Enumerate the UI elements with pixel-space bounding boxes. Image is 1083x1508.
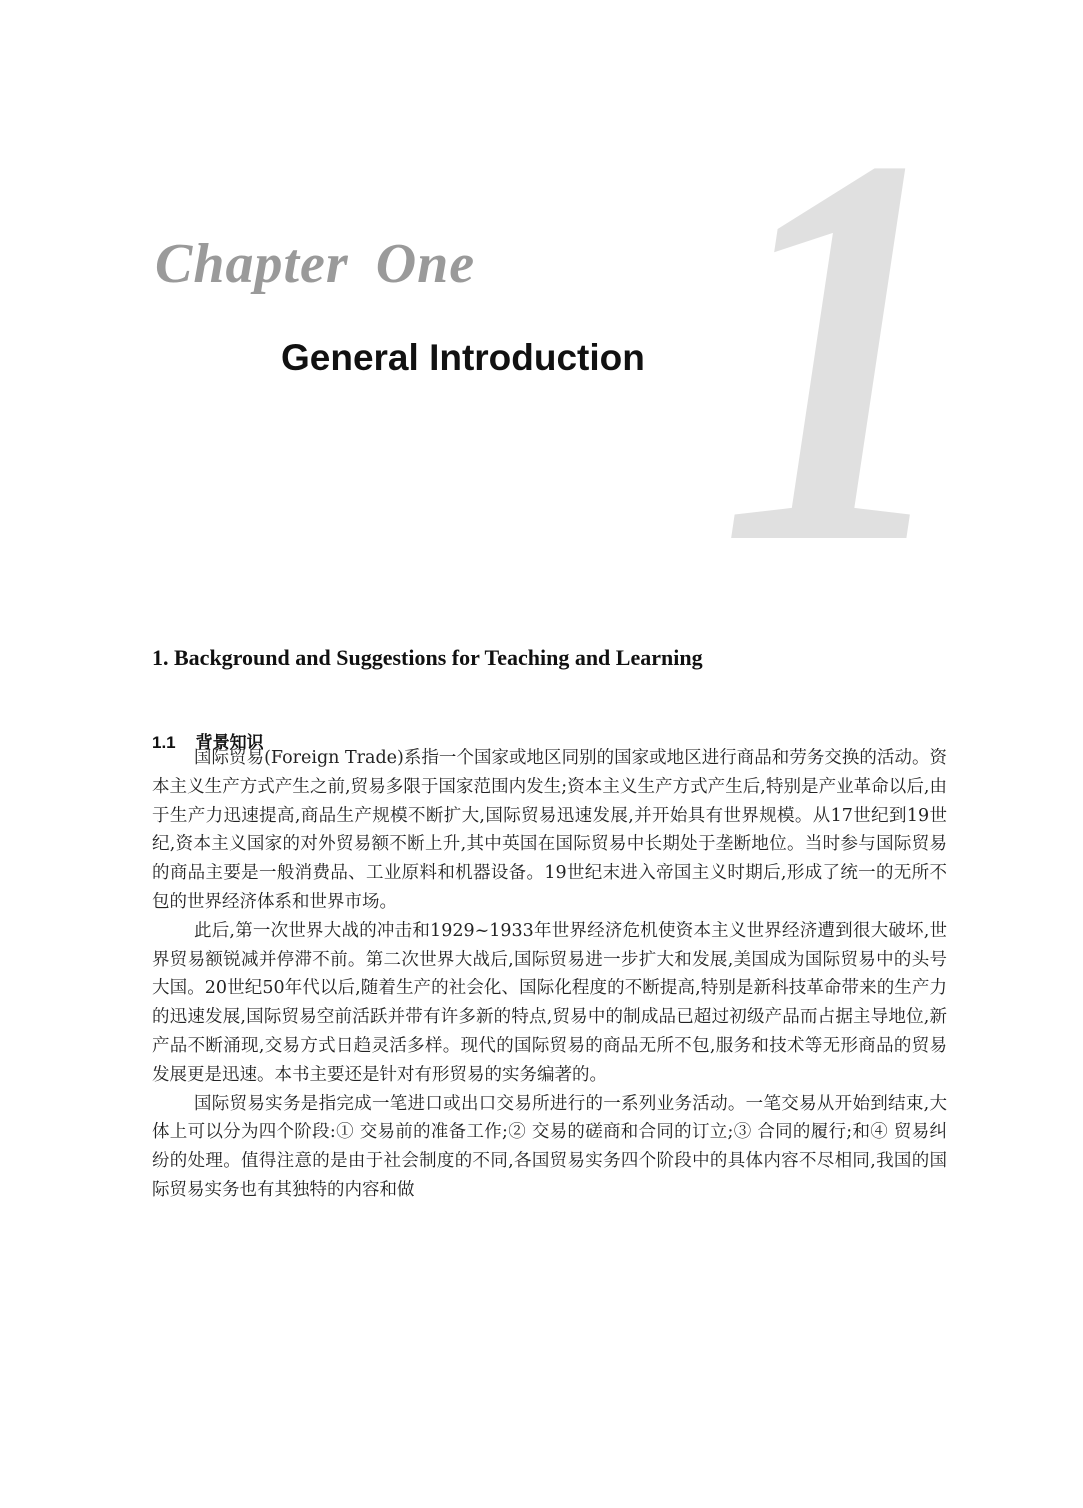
paragraph-1: 国际贸易(Foreign Trade)系指一个国家或地区同别的国家或地区进行商品和劳务交换的活动。资本主义生产方式产生之前,贸易多限于国家范围内发生;资本主义生产方式产生后,特别是产业革命以后,由于生产力迅速提高,商品生产规模不断扩大,国际贸易迅速发展,并开始具有世界规模。从17世纪到19世纪,资本主义国家的对外贸易额不断上升,其中英国在国际贸易中长期处于垄断地位。当时参与国际贸易的商品主要是一般消费品、工业原料和机器设备。19世纪末进入帝国主义时期后,形成了统一的无所不包的世界经济体系和世界市场。 bbox=[152, 748, 947, 912]
subsection-number: 1.1 bbox=[152, 733, 176, 752]
chapter-title: General Introduction bbox=[281, 337, 645, 378]
chapter-label: Chapter One bbox=[155, 233, 476, 295]
paragraph-3: 国际贸易实务是指完成一笔进口或出口交易所进行的一系列业务活动。一笔交易从开始到结束,大体上可以分为四个阶段:① 交易前的准备工作;② 交易的磋商和合同的订立;③ 合同的履行;和④ 贸易纠纷的处理。值得注意的是由于社会制度的不同,各国贸易实务四个阶段中的具体内容不尽相同,我国的国际贸易实务也有其独特的内容和做 bbox=[152, 1093, 947, 1200]
body-text bbox=[152, 744, 947, 1205]
chapter-number-watermark: 1 bbox=[720, 40, 958, 660]
subsection-title: 背景知识 bbox=[195, 733, 264, 753]
paragraph-2: 此后,第一次世界大战的冲击和1929~1933年世界经济危机使资本主义世界经济遭到很大破坏,世界贸易额锐减并停滞不前。第二次世界大战后,国际贸易进一步扩大和发展,美国成为国际贸易中的头号大国。20世纪50年代以后,随着生产的社会化、国际化程度的不断提高,特别是新科技革命带来的生产力的迅速发展,国际贸易空前活跃并带有许多新的特点,贸易中的制成品已超过初级产品而占据主导地位,新产品不断涌现,交易方式日趋灵活多样。现代的国际贸易的商品无所不包,服务和技术等无形商品的贸易发展更是迅速。本书主要还是针对有形贸易的实务编著的。 bbox=[152, 920, 947, 1085]
section-heading: 1. Background and Suggestions for Teaching and Learning bbox=[152, 645, 703, 670]
